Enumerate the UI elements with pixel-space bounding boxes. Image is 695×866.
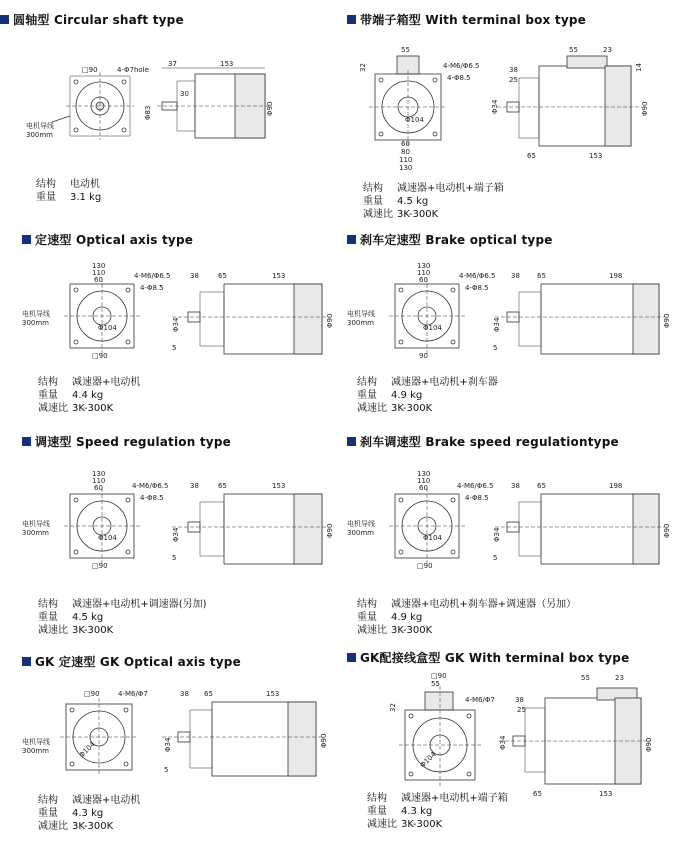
dimension-drawing <box>357 42 677 182</box>
dim-label: 65 <box>218 272 227 280</box>
dim-label: 23 <box>603 46 612 54</box>
dim-label: 4-Φ8.5 <box>140 494 164 502</box>
dim-label: 60 <box>419 276 428 284</box>
dim-label: Φ104 <box>98 534 117 542</box>
dim-label: 80 <box>401 148 410 156</box>
dim-label: 65 <box>204 690 213 698</box>
dim-label: 130 <box>92 262 106 270</box>
dim-label: 5 <box>493 344 498 352</box>
dim-label: Φ90 <box>645 737 653 752</box>
dim-label: 30 <box>180 90 189 98</box>
panel-header <box>347 650 629 664</box>
dim-label: Φ34 <box>164 737 172 752</box>
dim-label: 130 <box>417 470 431 478</box>
dim-label: 4-Φ8.5 <box>465 494 489 502</box>
dim-label: 32 <box>359 63 367 72</box>
panel-gk-terminal <box>347 650 677 855</box>
header-bullet-icon <box>347 235 356 244</box>
panel-header <box>347 232 553 246</box>
spec-row: 减速比 3K-300K <box>38 625 114 636</box>
dim-label: Φ90 <box>663 523 671 538</box>
panel-gk-optical <box>22 654 352 854</box>
dimension-drawing <box>22 682 342 802</box>
dim-label: □90 <box>92 562 108 570</box>
spec-list <box>38 376 140 415</box>
dim-label: Φ34 <box>172 317 180 332</box>
header-bullet-icon <box>22 437 31 446</box>
spec-row: 重量 4.9 kg <box>357 612 423 623</box>
header-bullet-icon <box>22 235 31 244</box>
dim-label: 153 <box>272 482 286 490</box>
dim-label: 38 <box>190 272 199 280</box>
spec-row: 结构 电动机 <box>36 179 100 190</box>
dim-label: 130 <box>417 262 431 270</box>
spec-row: 减速比 3K-300K <box>38 821 114 832</box>
dim-label: 38 <box>509 66 518 74</box>
dim-label: 5 <box>172 344 177 352</box>
dim-label: Φ90 <box>320 733 328 748</box>
dim-label: Φ90 <box>326 523 334 538</box>
spec-row: 重量 4.3 kg <box>367 806 433 817</box>
dim-label: 55 <box>569 46 578 54</box>
header-bullet-icon <box>347 653 356 662</box>
dim-label: 110 <box>92 477 106 485</box>
spec-row: 结构 减速器+电动机 <box>38 795 141 806</box>
header-bullet-icon <box>347 15 356 24</box>
dim-label: Φ34 <box>493 527 501 542</box>
dim-label: 60 <box>401 140 410 148</box>
spec-row: 结构 减速器+电动机+刹车器+调速器（另加） <box>357 599 577 610</box>
dim-label: 65 <box>218 482 227 490</box>
dim-label: 5 <box>164 766 169 774</box>
lead-wire-label: 电机导线 <box>26 122 54 130</box>
dim-label: 110 <box>417 477 431 485</box>
dim-label: 4-Φ8.5 <box>447 74 471 82</box>
panel-brake-optical <box>347 232 677 422</box>
dim-label: 38 <box>190 482 199 490</box>
dim-label: 55 <box>401 46 410 54</box>
panel-title: GK 定速型 GK Optical axis type <box>35 654 241 669</box>
dim-label: Φ34 <box>493 317 501 332</box>
dim-label: 90 <box>419 352 428 360</box>
panel-circular <box>0 12 330 212</box>
dim-label: 153 <box>599 790 613 798</box>
dim-label: Φ90 <box>641 101 649 116</box>
header-bullet-icon <box>22 657 31 666</box>
dim-label: 4-M6/Φ6.5 <box>459 272 496 280</box>
lead-length-label: 300mm <box>22 747 49 755</box>
dim-label: □90 <box>92 352 108 360</box>
lead-length-label: 300mm <box>347 529 374 537</box>
panel-title: 圆轴型 Circular shaft type <box>13 12 184 27</box>
dim-label: 65 <box>537 272 546 280</box>
panel-speed-reg <box>22 434 352 639</box>
dim-label: Φ104 <box>77 740 97 760</box>
spec-row: 重量 4.3 kg <box>38 808 104 819</box>
dim-label: 153 <box>272 272 286 280</box>
dim-label: Φ90 <box>663 313 671 328</box>
spec-row: 减速比 3K-300K <box>357 403 433 414</box>
dim-label: Φ104 <box>423 534 442 542</box>
dim-label: 38 <box>515 696 524 704</box>
dim-label: Φ34 <box>172 527 180 542</box>
dim-label: 110 <box>417 269 431 277</box>
spec-row: 重量 4.4 kg <box>38 390 104 401</box>
dim-label: 198 <box>609 272 623 280</box>
lead-wire-label: 电机导线 <box>347 310 375 318</box>
panel-optical <box>22 232 352 422</box>
spec-list <box>367 792 508 831</box>
spec-row: 重量 3.1 kg <box>36 192 102 203</box>
spec-list <box>357 376 498 415</box>
dim-label: 38 <box>511 272 520 280</box>
dim-label: 110 <box>92 269 106 277</box>
dim-label: 60 <box>94 276 103 284</box>
dimension-drawing <box>347 470 677 594</box>
dimension-drawing <box>347 262 677 378</box>
dim-label: 4-M6/Φ6.5 <box>457 482 494 490</box>
spec-row: 结构 减速器+电动机+刹车器 <box>357 377 498 388</box>
header-bullet-icon <box>0 15 9 24</box>
dim-label: 60 <box>419 484 428 492</box>
spec-row: 重量 4.9 kg <box>357 390 423 401</box>
dim-label: 38 <box>180 690 189 698</box>
dim-label: 25 <box>509 76 518 84</box>
dim-label: 153 <box>266 690 280 698</box>
dim-label: 60 <box>94 484 103 492</box>
dim-label: 37 <box>168 60 177 68</box>
panel-brake-speed <box>347 434 677 639</box>
spec-list <box>36 178 101 204</box>
panel-title: 定速型 Optical axis type <box>35 232 194 247</box>
spec-row: 结构 减速器+电动机+调速器(另加) <box>38 599 207 610</box>
dim-label: □90 <box>431 672 447 680</box>
dim-label: 4-Φ7hole <box>117 66 149 74</box>
dim-label: Φ90 <box>266 101 274 116</box>
panel-terminal <box>347 12 677 227</box>
dim-label: Φ104 <box>423 324 442 332</box>
lead-length-label: 300mm <box>347 319 374 327</box>
dim-label: 4-M6/Φ6.5 <box>443 62 480 70</box>
dim-label: □90 <box>84 690 100 698</box>
panel-title: 调速型 Speed regulation type <box>35 434 231 449</box>
dim-label: 25 <box>517 706 526 714</box>
dim-label: 14 <box>635 63 643 72</box>
lead-wire-label: 电机导线 <box>22 738 50 746</box>
spec-row: 结构 减速器+电动机+端子箱 <box>363 183 504 194</box>
spec-row: 减速比 3K-300K <box>367 819 443 830</box>
panel-header <box>347 12 586 26</box>
dim-label: 4-M6/Φ6.5 <box>132 482 169 490</box>
panel-header <box>22 434 231 448</box>
spec-row: 减速比 3K-300K <box>357 625 433 636</box>
dimension-drawing <box>22 262 342 378</box>
dim-label: 4-Φ8.5 <box>465 284 489 292</box>
spec-row: 减速比 3K-300K <box>363 209 439 220</box>
dim-label: 4-M6/Φ7 <box>465 696 495 704</box>
lead-wire-label: 电机导线 <box>22 310 50 318</box>
spec-row: 重量 4.5 kg <box>38 612 104 623</box>
dim-label: 65 <box>527 152 536 160</box>
panel-header <box>0 12 184 26</box>
dim-label: 4-M6/Φ7 <box>118 690 148 698</box>
dim-label: 65 <box>537 482 546 490</box>
dim-label: Φ104 <box>98 324 117 332</box>
spec-row: 结构 减速器+电动机 <box>38 377 141 388</box>
dim-label: 23 <box>615 674 624 682</box>
dim-label: 110 <box>399 156 413 164</box>
spec-list <box>357 598 576 637</box>
header-bullet-icon <box>347 437 356 446</box>
dim-label: 55 <box>581 674 590 682</box>
dim-label: 198 <box>609 482 623 490</box>
panel-title: 刹车定速型 Brake optical type <box>360 232 553 247</box>
lead-wire-label: 电机导线 <box>22 520 50 528</box>
spec-row: 减速比 3K-300K <box>38 403 114 414</box>
dim-label: 32 <box>389 703 397 712</box>
dimension-drawing <box>22 60 342 186</box>
dim-label: Φ104 <box>418 750 438 770</box>
panel-header <box>22 232 193 246</box>
panel-title: 带端子箱型 With terminal box type <box>360 12 586 27</box>
dim-label: 153 <box>220 60 234 68</box>
dim-label: □90 <box>82 66 98 74</box>
dim-label: 130 <box>399 164 413 172</box>
lead-wire-label: 电机导线 <box>347 520 375 528</box>
dim-label: 38 <box>511 482 520 490</box>
dimension-drawing <box>367 672 695 802</box>
dim-label: 65 <box>533 790 542 798</box>
spec-row: 结构 减速器+电动机+端子箱 <box>367 793 508 804</box>
panel-title: GK配接线盒型 GK With terminal box type <box>360 650 630 665</box>
spec-list <box>363 182 504 221</box>
dim-label: Φ34 <box>499 735 507 750</box>
dim-label: 55 <box>431 680 440 688</box>
spec-row: 重量 4.5 kg <box>363 196 429 207</box>
panel-header <box>22 654 241 668</box>
lead-length-label: 300mm <box>22 529 49 537</box>
lead-length-label: 300mm <box>22 319 49 327</box>
dim-label: Φ90 <box>326 313 334 328</box>
spec-list <box>38 794 140 833</box>
panel-header <box>347 434 619 448</box>
dim-label: □90 <box>417 562 433 570</box>
dim-label: Φ34 <box>491 99 499 114</box>
dim-label: 5 <box>493 554 498 562</box>
dim-label: 153 <box>589 152 603 160</box>
dimension-drawing <box>22 470 342 594</box>
spec-list <box>38 598 207 637</box>
dim-label: 4-M6/Φ6.5 <box>134 272 171 280</box>
dim-label: 4-Φ8.5 <box>140 284 164 292</box>
lead-length-label: 300mm <box>26 131 53 139</box>
dim-label: 5 <box>172 554 177 562</box>
panel-title: 刹车调速型 Brake speed regulationtype <box>360 434 619 449</box>
dim-label: Φ104 <box>405 116 424 124</box>
dim-label: Φ83 <box>144 105 152 120</box>
dim-label: 130 <box>92 470 106 478</box>
